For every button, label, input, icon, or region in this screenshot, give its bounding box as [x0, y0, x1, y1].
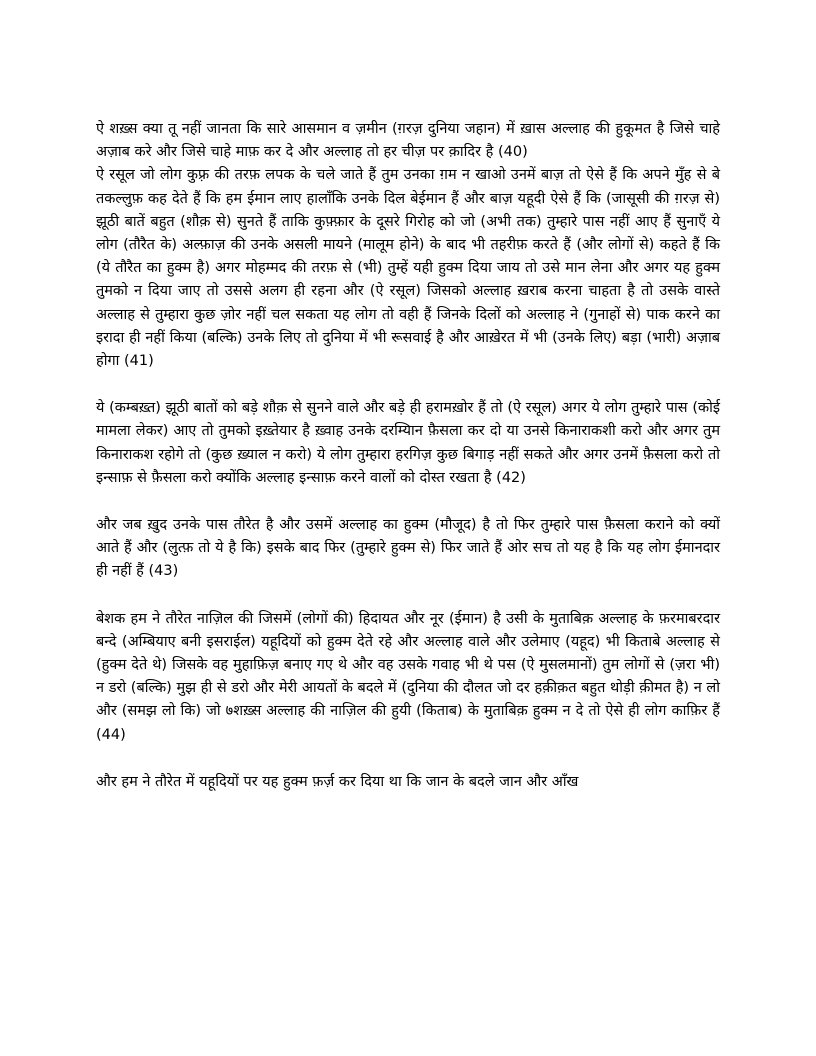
paragraph-verse-40: ऐ शख़्स क्या तू नहीं जानता कि सारे आसमान व ज़मीन (ग़रज़ दुनिया जहान) में ख़ास अल्लाह की हुकूमत है जिसे चाहे अज़ाब करे और जिसे चाहे माफ़ कर दे और अल्लाह तो हर चीज़ पर क़ादिर है (40): [96, 121, 720, 161]
document-page: [96, 118, 720, 794]
paragraph-verse-41: ऐ रसूल जो लोग कुफ़्र की तरफ़ लपक के चले जाते हैं तुम उनका ग़म न खाओ उनमें बाज़ तो ऐसे हैं कि अपने मुँह से बे तकल्लुफ़ कह देते हैं कि हम ईमान लाए हालाँकि उनके दिल बेईमान हैं और बाज़ यहूदी ऐसे हैं कि (जासूसी की ग़रज़ से) झूठी बातें बहुत (शौक़ से) सुनते हैं ताकि कुफ़्फ़ार के दूसरे गिरोह को जो (अभी तक) तुम्हारे पास नहीं आए हैं सुनाएँ ये लोग (तौरैत के) अल्फ़ाज़ की उनके असली मायने (मालूम होने) के बाद भी तहरीफ़ करते हैं (और लोगों से) कहते हैं कि (ये तौरैत का हुक्म है) अगर मोहम्मद की तरफ़ से (भी) तुम्हें यही हुक्म दिया जाय तो उसे मान लेना और अगर यह हुक्म तुमको न दिया जाए तो उससे अलग ही रहना और (ऐ रसूल) जिसको अल्लाह ख़राब करना चाहता है तो उसके वास्ते अल्लाह से तुम्हारा कुछ ज़ोर नहीं चल सकता यह लोग तो वही हैं जिनके दिलों को अल्लाह ने (गुनाहों से) पाक करने का इरादा ही नहीं किया (बल्कि) उनके लिए तो दुनिया में भी रूसवाई है और आख़ेरत में भी (उनके लिए) बड़ा (भारी) अज़ाब होगा (41): [96, 167, 720, 370]
paragraph-verse-43: और जब ख़ुद उनके पास तौरेत है और उसमें अल्लाह का हुक्म (मौजूद) है तो फिर तुम्हारे पास फ़ैसला कराने को क्यों आते हैं और (लुत्फ़ तो ये है कि) इसके बाद फिर (तुम्हारे हुक्म से) फिर जाते हैं ओर सच तो यह है कि यह लोग ईमानदार ही नहीं हैं (43): [96, 517, 720, 580]
paragraph-verse-45-start: और हम ने तौरेत में यहूदियों पर यह हुक्म फ़र्ज़ कर दिया था कि जान के बदले जान और आँख: [96, 773, 579, 790]
paragraph-verse-44: बेशक हम ने तौरेत नाज़िल की जिसमें (लोगों की) हिदायत और नूर (ईमान) है उसी के मुताबिक़ अल्लाह के फ़रमाबरदार बन्दे (अम्बियाए बनी इसराईल) यहूदियों को हुक्म देते रहे और अल्लाह वाले और उलेमाए (यहूद) भी किताबे अल्लाह से (हुक्म देते थे) जिसके वह मुहाफ़िज़ बनाए गए थे और वह उसके गवाह भी थे पस (ऐ मुसलमानों) तुम लोगों से (ज़रा भी) न डरो (बल्कि) मुझ ही से डरो और मेरी आयतों के बदले में (दुनिया की दौलत जो दर हक़ीक़त बहुत थोड़ी क़ीमत है) न लो और (समझ लो कि) जो ७शख़्स अल्लाह की नाज़िल की हुयी (किताब) के मुताबिक़ हुक्म न दे तो ऐसे ही लोग काफ़िर हैं (44): [96, 610, 720, 743]
paragraph-verse-42: ये (कम्बख़्त) झूठी बातों को बड़े शौक़ से सुनने वाले और बड़े ही हरामख़ोर हैं तो (ऐ रसूल) अगर ये लोग तुम्हारे पास (कोई मामला लेकर) आए तो तुमको इख़्तेयार है ख़्वाह उनके दरम्यिान फ़ैसला कर दो या उनसे किनाराकशी करो और अगर तुम किनाराकश रहोगे तो (कुछ ख़्याल न करो) ये लोग तुम्हारा हरगिज़ कुछ बिगाड़ नहीं सकते और अगर उनमें फ़ैसला करो तो इन्साफ़ से फ़ैसला करो क्योंकि अल्लाह इन्साफ़ करने वालों को दोस्त रखता है (42): [96, 400, 720, 486]
